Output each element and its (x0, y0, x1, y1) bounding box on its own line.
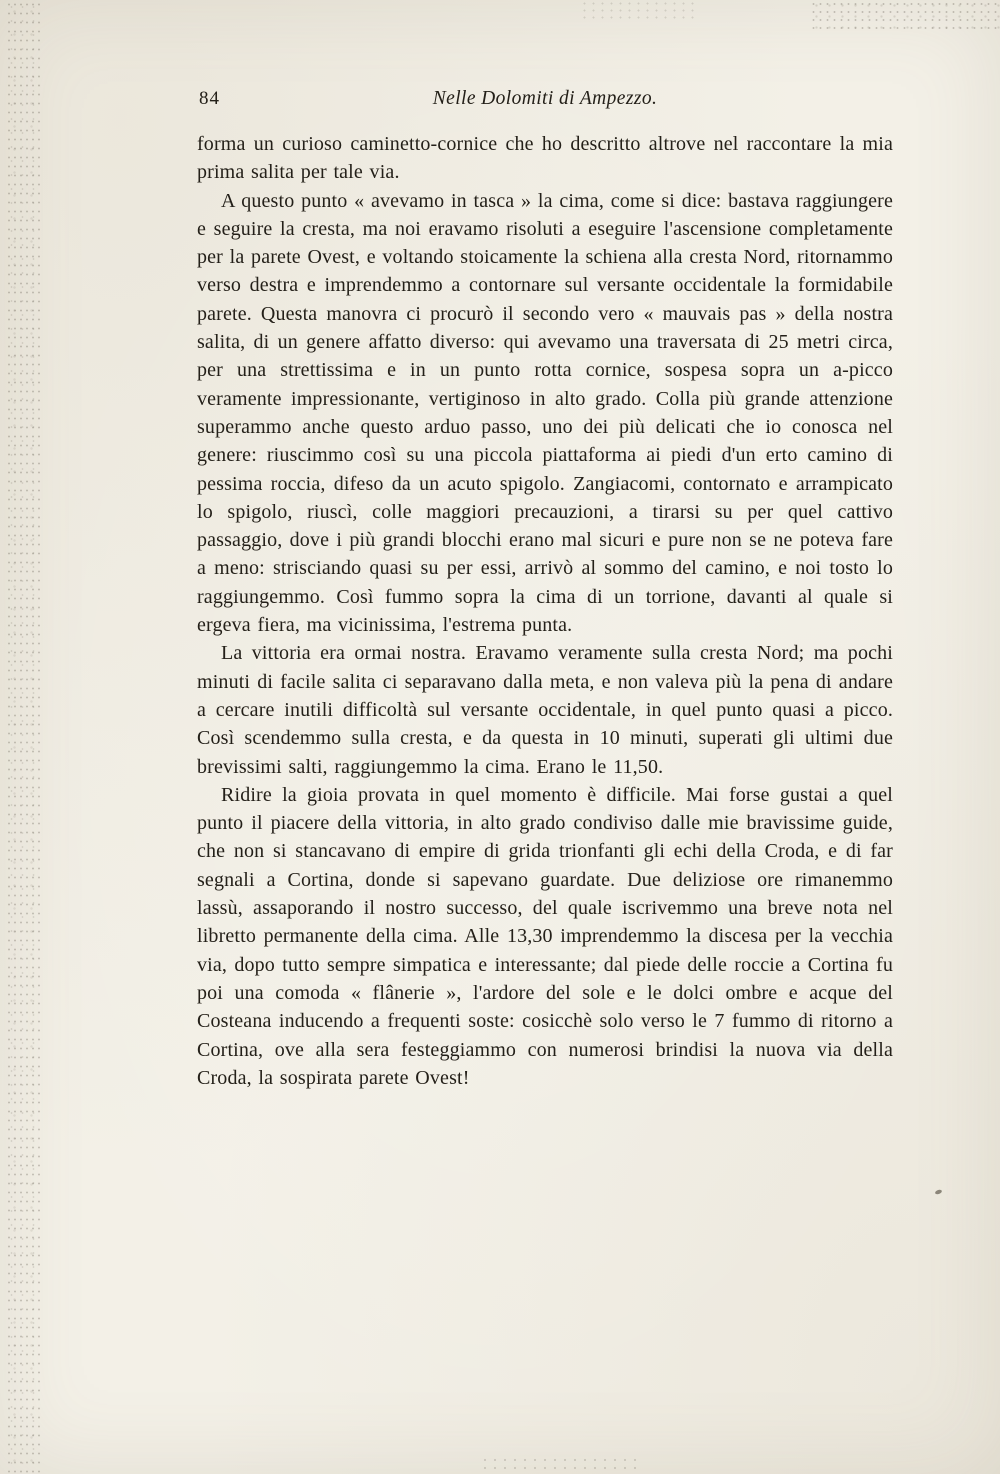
scan-mark-right-margin (935, 1189, 943, 1195)
paragraph-3: La vittoria era ormai nostra. Eravamo veramente sulla cresta Nord; ma pochi minuti di facile salita ci separavano dalla meta, e non valeva più la pena di andare a cercare inutili difficoltà sul versante occidentale, in quel punto quasi a picco. Così scendemmo sulla cresta, e da questa in 10 minuti, superati gli ultimi due brevissimi salti, raggiungemmo la cima. Erano le 11,50. (197, 642, 893, 778)
scan-noise-bottom (480, 1456, 640, 1470)
paragraph-1: forma un curioso caminetto-cornice che ho descritto altrove nel raccontare la mia prima salita per tale via. (197, 133, 893, 184)
scan-noise-left-edge (6, 0, 40, 1474)
scan-noise-top-right (810, 0, 1000, 34)
body-text (197, 130, 893, 1092)
paragraph-4: Ridire la gioia provata in quel momento è difficile. Mai forse gustai a quel punto il piacere della vittoria, in alto grado condiviso dalle mie bravissime guide, che non si stancavano di empire di grida trionfanti gli echi della Croda, e di far segnali a Cortina, donde si sapevano guardate. Due deliziose ore rimanemmo lassù, assaporando il nostro successo, del quale iscrivemmo una breve nota nel libretto permanente della cima. Alle 13,30 imprendemmo la discesa per la vecchia via, dopo tutto sempre simpatica e interessante; dal piede delle roccie a Cortina fu poi una comoda « flânerie », l'ardore del sole e le dolci ombre e acque del Costeana inducendo a frequenti soste: cosicchè solo verso le 7 fummo di ritorno a Cortina, ove alla sera festeggiammo con numerosi brindisi la nuova via della Croda, la sospirata parete Ovest! (197, 783, 893, 1089)
paragraph-2: A questo punto « avevamo in tasca » la cima, come si dice: bastava raggiungere e seguire la cresta, ma noi eravamo risoluti a eseguire l'ascensione completamente per la parete Ovest, e voltando stoicamente la schiena alla cresta Nord, ritornammo verso destra e imprendemmo a contornare sul versante occidentale la formidabile parete. Questa manovra ci procurò il secondo vero « mauvais pas » della nostra salita, di un genere affatto diverso: qui avevamo una traversata di 25 metri circa, per una strettissima e in un punto rotta cornice, sospesa sopra un a-picco veramente impressionante, vertiginoso in alto grado. Colla più grande attenzione superammo anche questo arduo passo, uno dei più delicati che io conosca nel genere: riuscimmo così su una piccola piattaforma ai piedi d'un erto camino di pessima roccia, difeso da un acuto spigolo. Zangiacomi, contornato e arrampicato lo spigolo, riuscì, colle maggiori precauzioni, a tirarsi su per quel cattivo passaggio, dove i più grandi blocchi erano mal sicuri e pure non se ne poteva fare a meno: strisciando quasi su per essi, arrivò al sommo del camino, e noi tosto lo raggiungemmo. Così fummo sopra la cima di un torrione, davanti al quale si ergeva fiera, ma vicinissima, l'estrema punta. (197, 189, 893, 637)
text-block (197, 88, 893, 1092)
running-head (197, 88, 893, 118)
page-number: 84 (199, 88, 220, 109)
scan-noise-top-middle (580, 0, 700, 20)
running-head-title: Nelle Dolomiti di Ampezzo. (432, 88, 658, 109)
